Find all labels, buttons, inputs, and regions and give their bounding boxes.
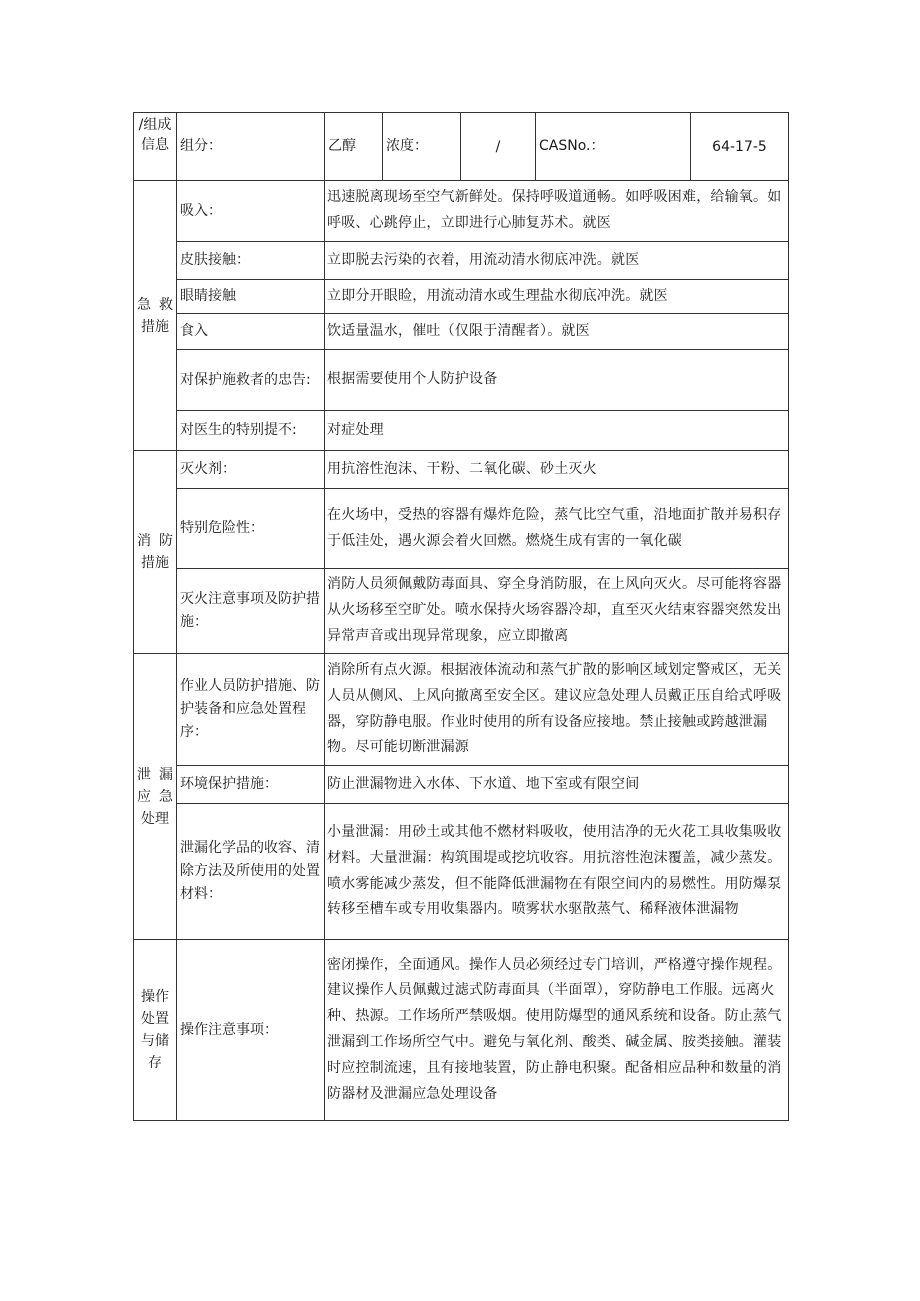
firefighting-label: 灭火注意事项及防护措施： <box>177 569 325 654</box>
msds-table <box>133 112 789 1121</box>
leak-category-line1: 泄 漏 <box>137 766 173 783</box>
first-aid-value: 对症处理 <box>325 411 789 451</box>
cas-label: CASNo.： <box>536 113 691 181</box>
cas-value: 64-17-5 <box>691 113 789 181</box>
leak-label: 环境保护措施： <box>177 766 325 804</box>
component-label: 组分： <box>177 113 325 181</box>
leak-value: 小量泄漏：用砂土或其他不燃材料吸收，使用洁净的无火花工具收集吸收材料。大量泄漏：构筑围堤或挖坑收容。用抗溶性泡沫覆盖，减少蒸发。喷水雾能减少蒸发，但不能降低泄漏物在有限空间内的易燃性。用防爆泵转移至槽车或专用收集器内。喷雾状水驱散蒸气、稀释液体泄漏物 <box>325 804 789 940</box>
first-aid-category-line1: 急 救 <box>137 296 173 313</box>
leak-label: 泄漏化学品的收容、清除方法及所使用的处置材料： <box>177 804 325 940</box>
first-aid-row <box>134 280 789 314</box>
first-aid-label: 眼睛接触 <box>177 280 325 314</box>
concentration-value: / <box>461 113 536 181</box>
first-aid-label: 食入 <box>177 314 325 350</box>
leak-category-line3: 处理 <box>141 810 169 827</box>
handling-category-line3: 与储 <box>141 1033 169 1049</box>
firefighting-value: 用抗溶性泡沫、干粉、二氧化碳、砂土灭火 <box>325 451 789 489</box>
first-aid-label: 吸入： <box>177 181 325 242</box>
firefighting-label: 特别危险性： <box>177 489 325 569</box>
handling-value: 密闭操作，全面通风。操作人员必须经过专门培训，严格遵守操作规程。建议操作人员佩戴过滤式防毒面具（半面罩），穿防静电工作服。远离火种、热源。工作场所严禁吸烟。使用防爆型的通风系统和设备。防止蒸气泄漏到工作场所空气中。避免与氧化剂、酸类、碱金属、胺类接触。灌装时应控制流速，且有接地装置，防止静电积聚。配备相应品种和数量的消防器材及泄漏应急处理设备 <box>325 940 789 1121</box>
composition-row <box>134 113 789 181</box>
first-aid-value: 迅速脱离现场至空气新鲜处。保持呼吸道通畅。如呼吸困难，给输氧。如呼吸、心跳停止，立即进行心肺复苏术。就医 <box>325 181 789 242</box>
handling-category-line2: 处置 <box>141 1011 169 1027</box>
msds-sheet <box>133 112 788 1121</box>
leak-category-line2: 应 急 <box>137 788 173 805</box>
leak-row <box>134 766 789 804</box>
first-aid-label: 对医生的特别提不: <box>177 411 325 451</box>
firefighting-category <box>134 451 177 654</box>
first-aid-value: 饮适量温水，催吐（仅限于清醒者）。就医 <box>325 314 789 350</box>
first-aid-category-line2: 措施 <box>141 318 169 335</box>
firefighting-row <box>134 569 789 654</box>
component-value: 乙醇 <box>325 113 383 181</box>
handling-category-line1: 操作 <box>141 989 169 1005</box>
firefighting-value: 消防人员须佩戴防毒面具、穿全身消防服，在上风向灭火。尽可能将容器从火场移至空旷处。喷水保持火场容器冷却，直至灭火结束容器突然发出异常声音或出现异常现象，应立即撤离 <box>325 569 789 654</box>
first-aid-value: 立即分开眼睑，用流动清水或生理盐水彻底冲洗。就医 <box>325 280 789 314</box>
handling-label: 操作注意事项： <box>177 940 325 1121</box>
firefighting-row <box>134 451 789 489</box>
handling-category-line4: 存 <box>148 1055 162 1071</box>
firefighting-category-line1: 消 防 <box>137 533 173 549</box>
first-aid-row <box>134 411 789 451</box>
leak-value: 消除所有点火源。根据液体流动和蒸气扩散的影响区域划定警戒区，无关人员从侧风、上风向撤离至安全区。建议应急处理人员戴正压自给式呼吸器，穿防静电服。作业时使用的所有设备应接地。禁止接触或跨越泄漏物。尽可能切断泄漏源 <box>325 654 789 766</box>
firefighting-row <box>134 489 789 569</box>
first-aid-category <box>134 181 177 451</box>
first-aid-row <box>134 242 789 280</box>
firefighting-label: 灭火剂： <box>177 451 325 489</box>
first-aid-row <box>134 181 789 242</box>
first-aid-row <box>134 314 789 350</box>
concentration-label: 浓度： <box>383 113 461 181</box>
first-aid-label: 皮肤接触： <box>177 242 325 280</box>
first-aid-value: 根据需要使用个人防护设备 <box>325 350 789 411</box>
composition-category: /组成信息 <box>134 113 177 181</box>
handling-row <box>134 940 789 1121</box>
leak-row <box>134 804 789 940</box>
firefighting-value: 在火场中，受热的容器有爆炸危险，蒸气比空气重，沿地面扩散并易积存于低洼处，遇火源会着火回燃。燃烧生成有害的一氧化碳 <box>325 489 789 569</box>
first-aid-label: 对保护施救者的忠告: <box>177 350 325 411</box>
leak-category <box>134 654 177 940</box>
firefighting-category-line2: 措施 <box>141 555 169 571</box>
leak-label: 作业人员防护措施、防护装备和应急处置程序： <box>177 654 325 766</box>
handling-category <box>134 940 177 1121</box>
first-aid-value: 立即脱去污染的衣着，用流动清水彻底冲洗。就医 <box>325 242 789 280</box>
leak-row <box>134 654 789 766</box>
leak-value: 防止泄漏物进入水体、下水道、地下室或有限空间 <box>325 766 789 804</box>
first-aid-row <box>134 350 789 411</box>
